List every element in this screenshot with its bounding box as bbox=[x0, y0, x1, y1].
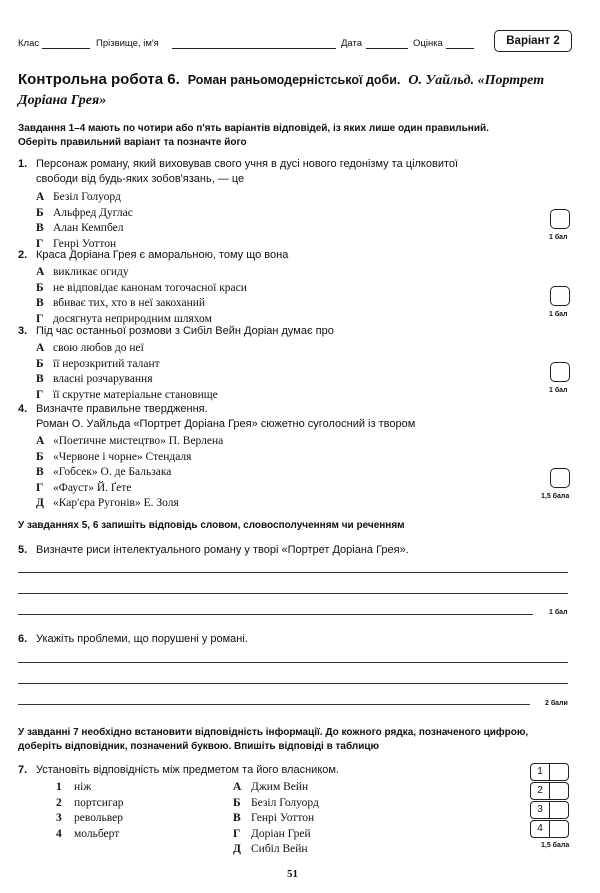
question-number: 3. bbox=[18, 325, 28, 337]
table-answer-cell[interactable] bbox=[550, 820, 569, 838]
question-text: Визначте правильне твердження. bbox=[36, 403, 208, 415]
date-field[interactable] bbox=[366, 48, 408, 49]
match-right-item: Д Сибіл Вейн bbox=[233, 843, 308, 855]
match-left-item: 1 ніж bbox=[56, 781, 92, 793]
instructions-mc-line2: Оберіть правильний варіант та позначте його bbox=[18, 137, 247, 148]
page-number: 51 bbox=[287, 868, 298, 880]
table-answer-cell[interactable] bbox=[550, 782, 569, 800]
option-b[interactable]: Б її нерозкритий талант bbox=[36, 357, 160, 370]
table-row-number: 2 bbox=[530, 782, 550, 800]
option-c[interactable]: В вбиває тих, хто в неї закоханий bbox=[36, 297, 206, 309]
answer-line[interactable] bbox=[18, 593, 568, 594]
option-d[interactable]: Г Генрі Уоттон bbox=[36, 237, 117, 250]
option-e[interactable]: Д «Кар'єра Ругонів» Е. Золя bbox=[36, 497, 179, 509]
option-d[interactable]: Г її скрутне матеріальне становище bbox=[36, 388, 218, 401]
class-field[interactable] bbox=[42, 48, 90, 49]
option-c[interactable]: В Алан Кемпбел bbox=[36, 222, 124, 234]
match-left-item: 3 револьвер bbox=[56, 812, 124, 824]
question-text: Установіть відповідність між предметом та його власником. bbox=[36, 764, 339, 776]
option-a[interactable]: А свою любов до неї bbox=[36, 342, 144, 354]
match-left-column bbox=[56, 780, 124, 842]
question-text: Визначте риси інтелектуального роману у творі «Портрет Доріана Грея». bbox=[36, 544, 409, 556]
question-number: 4. bbox=[18, 403, 28, 415]
question-text: Краса Доріана Грея є аморальною, тому що вона bbox=[36, 249, 289, 261]
answer-line[interactable] bbox=[18, 572, 568, 573]
title-part1: Контрольна робота 6. bbox=[18, 71, 180, 88]
match-right-item: В Генрі Уоттон bbox=[233, 812, 315, 824]
answer-box[interactable] bbox=[550, 286, 570, 306]
match-right-column bbox=[233, 780, 319, 858]
option-d[interactable]: Г «Фауст» Й. Ґете bbox=[36, 481, 132, 494]
answer-box[interactable] bbox=[550, 209, 570, 229]
table-answer-cell[interactable] bbox=[550, 763, 569, 781]
instructions-match-line2: доберіть відповідник, позначений буквою. Впишіть відповіді в таблицю bbox=[18, 741, 380, 752]
table-row-number: 3 bbox=[530, 801, 550, 819]
instructions-match-line1: У завданні 7 необхідно встановити відповідність інформації. До кожного рядка, позначеного цифрою, bbox=[18, 727, 529, 738]
title-part3: О. Уайльд. «Портрет Доріана Грея» bbox=[18, 73, 545, 108]
option-c[interactable]: В «Гобсек» О. де Бальзака bbox=[36, 466, 172, 478]
question-number: 1. bbox=[18, 158, 28, 170]
instructions-mc-line1: Завдання 1–4 мають по чотири або п'ять варіантів відповідей, із яких лише один правильний. bbox=[18, 123, 489, 134]
match-right-item: А Джим Вейн bbox=[233, 781, 309, 793]
match-right-item: Б Безіл Голуорд bbox=[233, 796, 319, 809]
title-part2: Роман раньомодерністської доби. bbox=[187, 73, 401, 87]
question-text: Роман О. Уайльда «Портрет Доріана Грея» сюжетно суголосний із твором bbox=[36, 418, 416, 430]
match-left-item: 4 мольберт bbox=[56, 827, 120, 840]
score-label: 1,5 бала bbox=[541, 842, 570, 849]
score-label: 1 бал bbox=[549, 609, 568, 616]
question-number: 7. bbox=[18, 764, 28, 776]
score-label: 1 бал bbox=[549, 387, 568, 394]
option-b[interactable]: Б «Червоне і чорне» Стендаля bbox=[36, 450, 192, 463]
score-label: 1,5 бала bbox=[541, 493, 570, 500]
name-field[interactable] bbox=[172, 48, 336, 49]
score-label: 1 бал bbox=[549, 234, 568, 241]
answer-line[interactable] bbox=[18, 683, 568, 684]
option-c[interactable]: В власні розчарування bbox=[36, 373, 153, 385]
instructions-mc bbox=[18, 122, 578, 150]
answer-line[interactable] bbox=[18, 614, 533, 615]
option-a[interactable]: А «Поетичне мистецтво» П. Верлена bbox=[36, 435, 224, 447]
page-title bbox=[18, 70, 578, 110]
answer-line[interactable] bbox=[18, 704, 530, 705]
option-a[interactable]: А Безіл Голуорд bbox=[36, 191, 121, 203]
question-number: 5. bbox=[18, 544, 28, 556]
table-answer-cell[interactable] bbox=[550, 801, 569, 819]
variant-badge: Варіант 2 bbox=[494, 30, 572, 52]
question-text: Укажіть проблеми, що порушені у романі. bbox=[36, 633, 248, 645]
answer-box[interactable] bbox=[550, 468, 570, 488]
name-label: Прізвище, ім'я bbox=[96, 38, 159, 49]
match-right-item: Г Доріан Грей bbox=[233, 827, 311, 840]
instructions-open: У завданнях 5, 6 запишіть відповідь словом, словосполученням чи реченням bbox=[18, 520, 405, 531]
question-text: свободи від будь-яких зобов'язань, — це bbox=[36, 173, 245, 185]
answer-line[interactable] bbox=[18, 662, 568, 663]
table-row-number: 4 bbox=[530, 820, 550, 838]
option-b[interactable]: Б не відповідає канонам тогочасної краси bbox=[36, 281, 247, 294]
grade-field[interactable] bbox=[446, 48, 474, 49]
option-d[interactable]: Г досягнута неприродним шляхом bbox=[36, 312, 212, 325]
table-row-number: 1 bbox=[530, 763, 550, 781]
class-label: Клас bbox=[18, 38, 40, 49]
question-number: 2. bbox=[18, 249, 28, 261]
match-left-item: 2 портсигар bbox=[56, 796, 124, 809]
grade-label: Оцінка bbox=[413, 38, 443, 49]
instructions-match bbox=[18, 726, 578, 754]
question-number: 6. bbox=[18, 633, 28, 645]
option-b[interactable]: Б Альфред Дуглас bbox=[36, 206, 133, 219]
date-label: Дата bbox=[341, 38, 363, 49]
option-a[interactable]: А викликає огиду bbox=[36, 266, 129, 278]
score-label: 1 бал bbox=[549, 311, 568, 318]
question-text: Персонаж роману, який виховував свого учня в дусі нового гедонізму та цілковитої bbox=[36, 158, 459, 170]
answer-box[interactable] bbox=[550, 362, 570, 382]
score-label: 2 бали bbox=[545, 700, 568, 707]
question-text: Під час останньої розмови з Сибіл Вейн Доріан думає про bbox=[36, 325, 334, 337]
